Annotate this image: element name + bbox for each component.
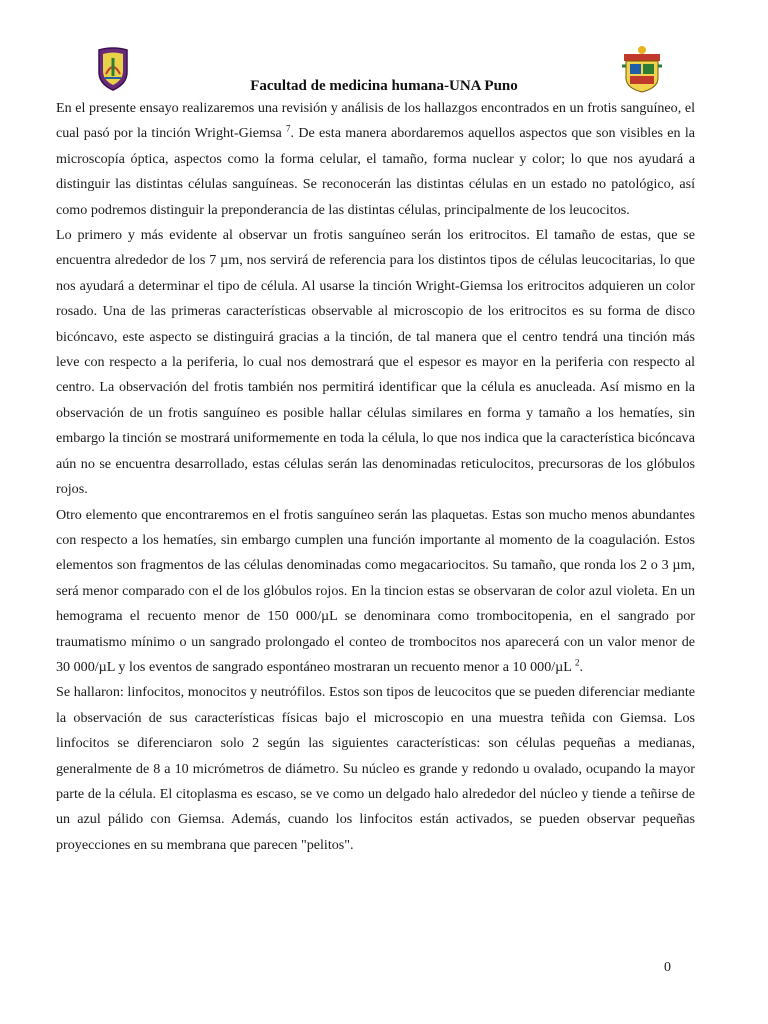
essay-body xyxy=(56,96,695,858)
paragraph-platelets: Otro elemento que encontraremos en el frotis sanguíneo serán las plaquetas. Estas son mucho menos abundantes con respecto a los hematíes, sin embargo cumplen una función importante al momento de la coagulación. Estos elementos son fragmentos de las células denominadas como megacariocitos. Su tamaño, que ronda los 2 o 3 µm, será menor comparado con el de los glóbulos rojos. En la tincion estas se observaran de color azul violeta. En un hemograma el recuento menor de 150 000/µL se denominara como trombocitopenia, en el sangrado por traumatismo mínimo o un sangrado prolongado el conteo de trombocitos nos aparecerá con un valor menor de 30 000/µL y los eventos de sangrado espontáneo mostraran un recuento menor a 10 000/µL $^2$. xyxy=(56,506,695,675)
citation-marker: 7 xyxy=(286,123,291,134)
paragraph-introduction: En el presente ensayo realizaremos una revisión y análisis de los hallazgos encontrados en un frotis sanguíneo, el cual pasó por la tinción Wright-Giemsa $^7$. De esta manera abordaremos aquellos aspectos que son visibles en la microscopía óptica, aspectos como la forma celular, el tamaño, forma nuclear y color; lo que nos ayudará a distinguir las distintas células sanguíneas. Se reconocerán las distintas células en un estado no patológico, así como podremos distinguir la preponderancia de las distintas células, principalmente de los leucocitos. xyxy=(56,100,695,218)
paragraph-leukocytes: Se hallaron: linfocitos, monocitos y neutrófilos. Estos son tipos de leucocitos que se pueden diferenciar mediante la observación de sus características físicas bajo el microscopio en una muestra teñida con Giemsa. Los linfocitos se diferenciaron solo 2 según las siguientes características: son células pequeñas a medianas, generalmente de 8 a 10 micrómetros de diámetro. Su núcleo es grande y redondo u ovalado, ocupando la mayor parte de la célula. El citoplasma es escaso, se ve como un delgado halo alrededor del núcleo y tiende a teñirse de un azul pálido con Giemsa. Además, cuando los linfocitos están activados, se pueden observar pequeñas proyecciones en su membrana que parecen "pelitos". xyxy=(56,684,695,853)
page-number: 0 xyxy=(664,960,671,975)
page-title: Facultad de medicina humana-UNA Puno xyxy=(250,78,518,94)
citation-marker: 2 xyxy=(574,657,580,668)
paragraph-erythrocytes: Lo primero y más evidente al observar un frotis sanguíneo serán los eritrocitos. El tamaño de estas, que se encuentra alrededor de los 7 µm, nos servirá de referencia para los distintos tipos de células leucocitarias, lo que nos ayudará a determinar el tipo de célula. Al usarse la tinción Wright-Giemsa los eritrocitos adquieren un color rosado. Una de las primeras características observable al microscopio de los eritrocitos es su forma de disco bicóncavo, este aspecto se distinguirá gracias a la tinción, de tal manera que el centro tendrá una tinción más leve con respecto a la periferia, lo cual nos demostrará que el espesor es mayor en la periferia con respecto al centro. La observación del frotis también nos permitirá identificar que la célula es anucleada. Así mismo en la observación de un frotis sanguíneo es posible hallar células similares en forma y tamaño a los hematíes, sin embargo la tinción se mostrará uniformemente en toda la célula, lo que nos indica que la característica bicóncava aún no se encuentra desarrollado, estas células serán las denominadas reticulocitos, precursoras de los glóbulos rojos. xyxy=(56,227,695,498)
